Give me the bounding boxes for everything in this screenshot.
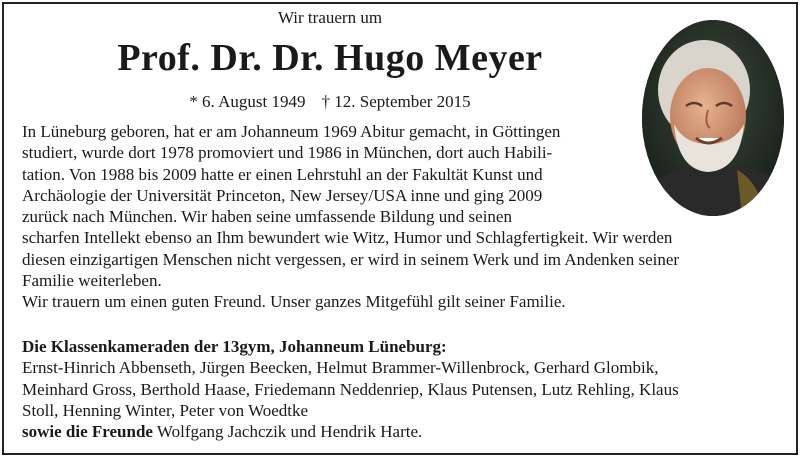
signers-group-title: Die Klassenkameraden der 13gym, Johanneum Lüneburg: (22, 337, 447, 356)
portrait-photo (642, 20, 784, 216)
signers-block (22, 336, 782, 442)
friends-names: Wolfgang Jachczik und Hendrik Harte. (152, 422, 423, 442)
bio-line: scharfen Intellekt ebenso an Ihm bewundert wie Witz, Humor und Schlagfertigkeit. Wir werden (22, 228, 673, 248)
death-date: † 12. September 2015 (321, 92, 471, 111)
bio-line: studiert, wurde dort 1978 promoviert und 1986 in München, dort auch Habili- (22, 143, 553, 163)
bio-line: diesen einzigartigen Menschen nicht vergessen, er wird in seinem Werk und im Andenken seiner (22, 249, 680, 269)
bio-line: tation. Von 1988 bis 2009 hatte er einen Lehrstuhl an der Fakultät Kunst und (22, 164, 543, 184)
birth-date: * 6. August 1949 (189, 92, 306, 111)
biography-text (22, 121, 680, 313)
friends-label: sowie die Freunde (22, 422, 153, 442)
signers-names-line: Ernst-Hinrich Abbenseth, Jürgen Beecken, Helmut Brammer-Willenbrock, Gerhard Glombik, (22, 358, 659, 378)
bio-line: In Lüneburg geboren, hat er am Johanneum 1969 Abitur gemacht, in Göttingen (22, 122, 561, 141)
life-dates (0, 92, 660, 112)
bio-line: Archäologie der Universität Princeton, New Jersey/USA inne und ging 2009 (22, 185, 543, 205)
bio-line: zurück nach München. Wir haben seine umfassende Bildung und seinen (22, 207, 512, 227)
mourning-heading: Wir trauern um (277, 8, 383, 27)
bio-line: Familie weiterleben. (22, 271, 162, 291)
deceased-name: Prof. Dr. Dr. Hugo Meyer (117, 37, 543, 79)
signers-names-line: Stoll, Henning Winter, Peter von Woedtke (22, 400, 309, 420)
signers-names-line: Meinhard Gross, Berthold Haase, Friedemann Neddenriep, Klaus Putensen, Lutz Rehling, Klaus (22, 379, 679, 399)
bio-line: Wir trauern um einen guten Freund. Unser ganzes Mitgefühl gilt seiner Familie. (22, 292, 566, 312)
